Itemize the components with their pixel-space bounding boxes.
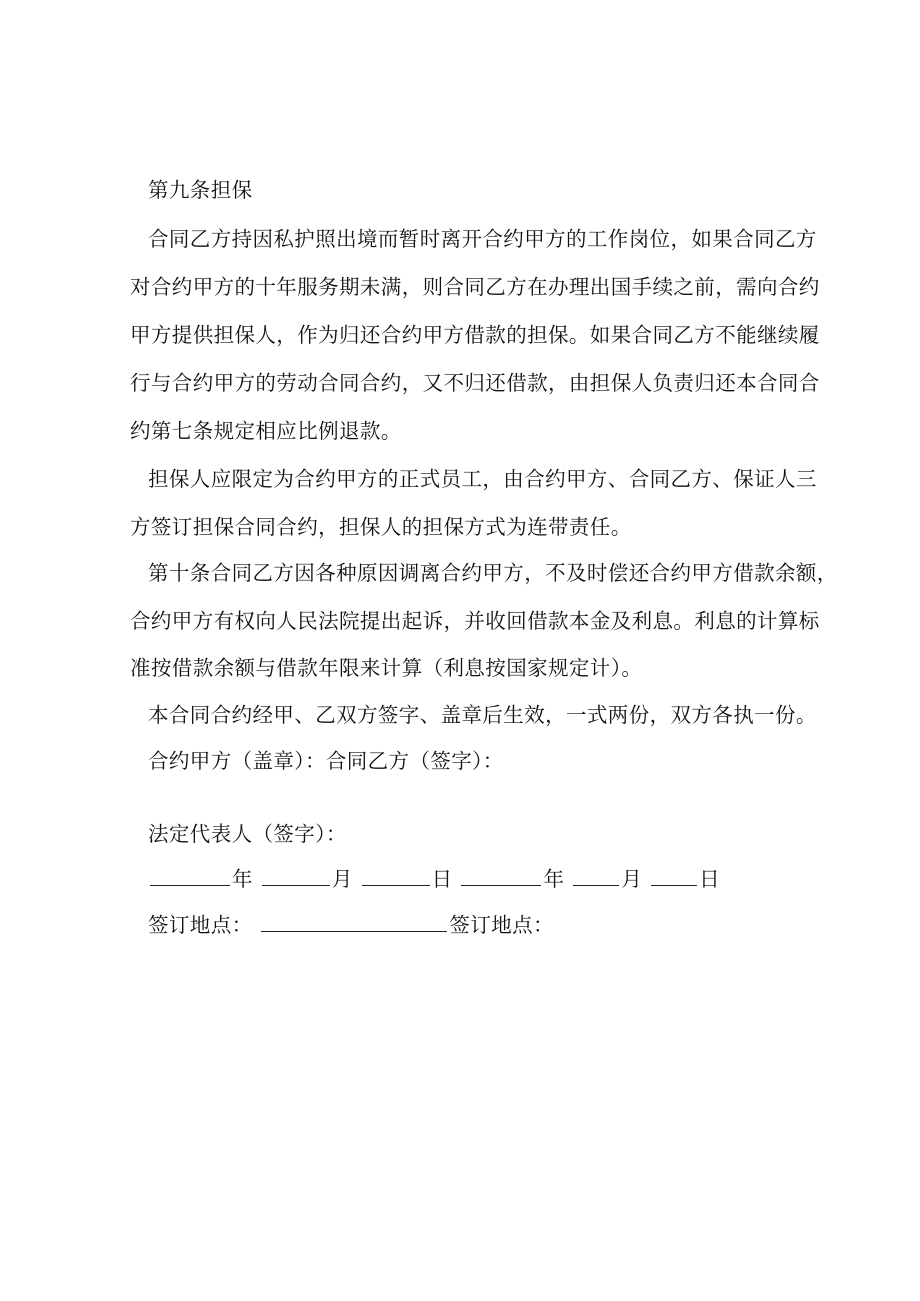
article-9-p1-line-3: 甲方提供担保人，作为归还合约甲方借款的担保。如果合同乙方不能继续履 <box>130 323 820 347</box>
article-9-p1-line-5: 约第七条规定相应比例退款。 <box>130 419 402 443</box>
legal-representative: 法定代表人（签字）： <box>148 822 347 846</box>
day-label-a: 日 <box>431 867 453 891</box>
day-blank-b[interactable] <box>651 867 697 886</box>
month-blank-a[interactable] <box>262 867 330 886</box>
year-blank-a[interactable] <box>150 867 230 886</box>
signing-place-blank[interactable] <box>261 913 447 932</box>
signature-date-row <box>148 867 720 891</box>
year-blank-b[interactable] <box>461 867 541 886</box>
article-9-heading: 第九条担保 <box>148 178 253 202</box>
article-9-p2-line-2: 方签订担保合同合约，担保人的担保方式为连带责任。 <box>130 515 632 539</box>
signing-place-label: 签订地点： <box>148 913 253 937</box>
article-10-line-3: 准按借款余额与借款年限来计算（利息按国家规定计）。 <box>130 656 643 680</box>
article-9-p2-line-1: 担保人应限定为合约甲方的正式员工，由合约甲方、合同乙方、保证人三 <box>148 467 817 491</box>
year-label-b: 年 <box>543 867 565 891</box>
article-9-p1-line-4: 行与合约甲方的劳动合同合约，又不归还借款，由担保人负责归还本合同合 <box>130 371 820 395</box>
year-label-a: 年 <box>232 867 253 891</box>
signature-parties: 合约甲方（盖章）：合同乙方（签字）： <box>148 749 504 773</box>
day-label-b: 日 <box>699 867 721 891</box>
article-10-line-2: 合约甲方有权向人民法院提出起诉，并收回借款本金及利息。利息的计算标 <box>130 609 820 633</box>
signing-place-label-2: 签订地点： <box>449 913 554 937</box>
month-label-a: 月 <box>331 867 353 891</box>
month-label-b: 月 <box>621 867 643 891</box>
article-9-p1-line-1: 合同乙方持因私护照出境而暂时离开合约甲方的工作岗位，如果合同乙方 <box>148 227 817 251</box>
month-blank-b[interactable] <box>573 867 619 886</box>
signing-place-row <box>148 913 554 937</box>
day-blank-a[interactable] <box>362 867 430 886</box>
article-9-p1-line-2: 对合约甲方的十年服务期未满，则合同乙方在办理出国手续之前，需向合约 <box>130 275 820 299</box>
article-10-line-1: 第十条合同乙方因各种原因调离合约甲方，不及时偿还合约甲方借款余额， <box>148 561 838 585</box>
effect-clause: 本合同合约经甲、乙双方签字、盖章后生效，一式两份，双方各执一份。 <box>148 703 817 727</box>
